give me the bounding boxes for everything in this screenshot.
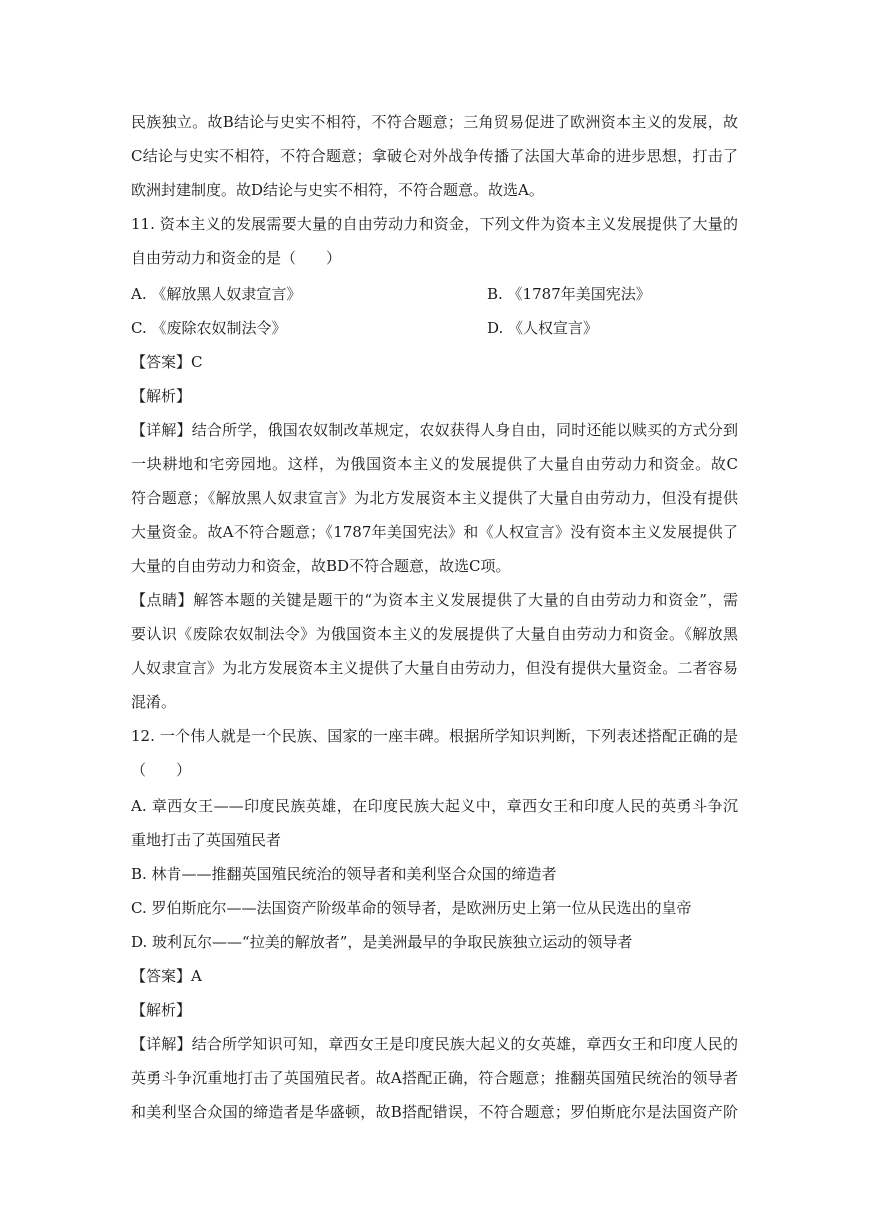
q11-stem-line-1: 11. 资本主义的发展需要大量的自由劳动力和资金，下列文件为资本主义发展提供了大量的 — [131, 215, 738, 233]
prev-analysis-line-3: 欧洲封建制度。故D结论与史实不相符，不符合题意。故选A。 — [131, 181, 544, 199]
q11-comment-line-2: 要认识《废除农奴制法令》为俄国资本主义的发展提供了大量自由劳动力和资金。《解放黑 — [131, 625, 738, 643]
q11-detail-line-1: 【详解】结合所学，俄国农奴制改革规定，农奴获得人身自由，同时还能以赎买的方式分到 — [131, 421, 738, 439]
q11-comment-line-4: 混淆。 — [131, 693, 177, 711]
q12-detail-line-1: 【详解】结合所学知识可知，章西女王是印度民族大起义的女英雄，章西女王和印度人民的 — [131, 1035, 738, 1053]
prev-analysis-line-2: C结论与史实不相符，不符合题意；拿破仑对外战争传播了法国大革命的进步思想，打击了 — [131, 147, 738, 165]
q12-detail-line-2: 英勇斗争沉重地打击了英国殖民者。故A搭配正确，符合题意；推翻英国殖民统治的领导者 — [131, 1069, 738, 1087]
q11-detail-line-3: 符合题意；《解放黑人奴隶宣言》为北方发展资本主义提供了大量自由劳动力，但没有提供 — [131, 489, 738, 507]
q11-stem-line-2: 自由劳动力和资金的是（ ） — [131, 249, 342, 267]
q12-detail-line-3: 和美利坚合众国的缔造者是华盛顿，故B搭配错误，不符合题意；罗伯斯庇尔是法国资产阶 — [131, 1103, 738, 1121]
q12-analysis-label: 【解析】 — [131, 1001, 192, 1019]
q11-option-a: A. 《解放黑人奴隶宣言》 — [131, 285, 302, 303]
q11-analysis-label: 【解析】 — [131, 387, 192, 405]
q12-option-b: B. 林肯——推翻英国殖民统治的领导者和美利坚合众国的缔造者 — [131, 865, 557, 883]
q12-option-a-line-2: 重地打击了英国殖民者 — [131, 831, 282, 849]
prev-analysis-line-1: 民族独立。故B结论与史实不相符，不符合题意；三角贸易促进了欧洲资本主义的发展，故 — [131, 113, 738, 131]
q11-comment-line-3: 人奴隶宣言》为北方发展资本主义提供了大量自由劳动力，但没有提供大量资金。二者容易 — [131, 659, 738, 677]
q11-detail-line-2: 一块耕地和宅旁园地。这样，为俄国资本主义的发展提供了大量自由劳动力和资金。故C — [131, 455, 738, 473]
q12-option-a-line-1: A. 章西女王——印度民族英雄，在印度民族大起义中，章西女王和印度人民的英勇斗争沉 — [131, 797, 738, 815]
q12-answer: 【答案】A — [131, 967, 202, 985]
q11-comment-line-1: 【点睛】解答本题的关键是题干的“为资本主义发展提供了大量的自由劳动力和资金”，需 — [131, 591, 738, 609]
q11-option-c: C. 《废除农奴制法令》 — [131, 319, 287, 337]
q11-option-b: B. 《1787年美国宪法》 — [487, 285, 651, 303]
q11-detail-line-5: 大量的自由劳动力和资金，故BD不符合题意，故选C项。 — [131, 557, 511, 575]
q11-option-d: D. 《人权宣言》 — [487, 319, 599, 337]
q11-answer: 【答案】C — [131, 353, 203, 371]
q12-option-c: C. 罗伯斯庇尔——法国资产阶级革命的领导者，是欧洲历史上第一位从民选出的皇帝 — [131, 899, 692, 917]
q12-stem-line-1: 12. 一个伟人就是一个民族、国家的一座丰碑。根据所学知识判断，下列表述搭配正确的是 — [131, 727, 738, 745]
q12-stem-line-2: （ ） — [131, 761, 192, 779]
q11-detail-line-4: 大量资金。故A不符合题意；《1787年美国宪法》和《人权宣言》没有资本主义发展提供了 — [131, 523, 738, 541]
q12-option-d: D. 玻利瓦尔——“拉美的解放者”，是美洲最早的争取民族独立运动的领导者 — [131, 933, 633, 951]
